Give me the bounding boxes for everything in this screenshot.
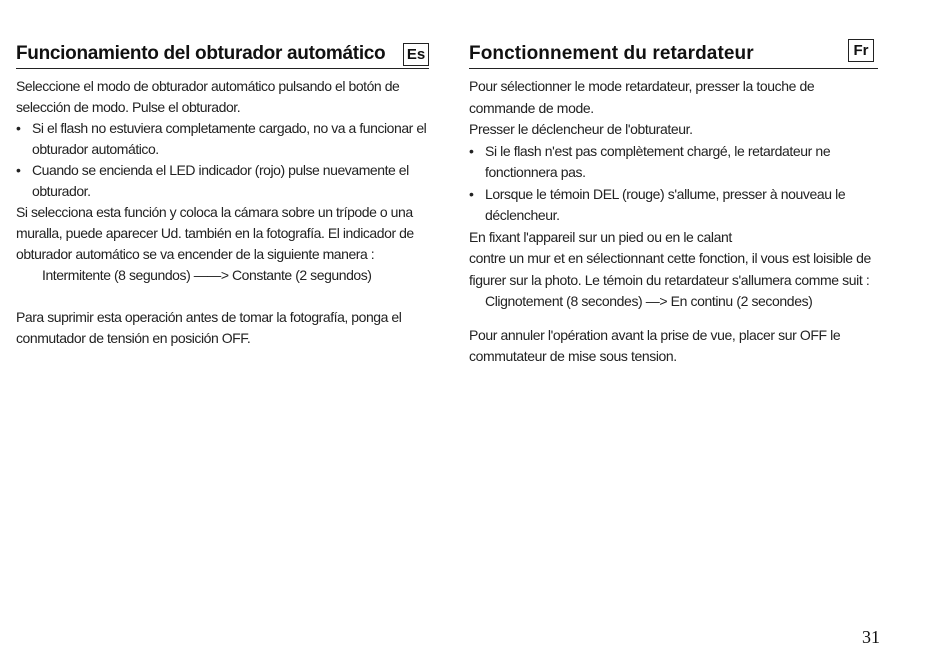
- spanish-body: [16, 76, 429, 349]
- french-section: [469, 30, 878, 368]
- french-cancel: Pour annuler l'opération avant la prise de vue, placer sur OFF le commutateur de mise sous tension.: [469, 326, 841, 364]
- spacer: [16, 286, 429, 307]
- french-body: [469, 76, 878, 368]
- french-bullet-text: Si le flash n'est pas complètement chargé, le retardateur ne fonctionnera pas.: [485, 142, 831, 180]
- french-note-line-1: En fixant l'appareil sur un pied ou en le calant: [469, 228, 732, 245]
- french-bullet-2: [469, 184, 878, 227]
- spanish-note: Si selecciona esta función y coloca la cámara sobre un trípode o una muralla, puede aparecer Ud. también en la fotografía. El indicador de obturador automático se va encender de la siguiente manera :: [16, 204, 414, 262]
- spacer: [469, 313, 878, 325]
- spanish-title: Funcionamiento del obturador automático: [16, 43, 386, 64]
- french-title: Fonctionnement du retardateur: [469, 43, 754, 64]
- spanish-bullet-1: [16, 118, 429, 160]
- french-bullet-text: Lorsque le témoin DEL (rouge) s'allume, presser à nouveau le déclencheur.: [485, 185, 846, 223]
- french-heading: [469, 30, 878, 69]
- spanish-intro: Seleccione el modo de obturador automático pulsando el botón de selección de modo. Pulse el obturador.: [16, 78, 400, 115]
- bullet-dot: •: [469, 142, 474, 159]
- spanish-language-tag: Es: [403, 43, 429, 66]
- spanish-cancel: Para suprimir esta operación antes de tomar la fotografía, ponga el conmutador de tensión en posición OFF.: [16, 309, 402, 346]
- spanish-bullet-2: [16, 160, 429, 202]
- french-bullet-1: [469, 141, 878, 184]
- french-sequence: Clignotement (8 secondes) —> En continu (2 secondes): [485, 293, 813, 309]
- spanish-bullet-text: Cuando se encienda el LED indicador (rojo) pulse nuevamente el obturador.: [32, 162, 409, 199]
- page-number: 31: [862, 627, 880, 647]
- bullet-dot: •: [16, 162, 21, 178]
- french-language-tag: Fr: [848, 39, 874, 62]
- bullet-dot: •: [16, 120, 21, 136]
- spanish-heading: [16, 30, 429, 69]
- spanish-sequence: Intermitente (8 segundos) ——> Constante (2 segundos): [42, 267, 372, 283]
- french-intro: Pour sélectionner le mode retardateur, presser la touche de commande de mode.: [469, 78, 815, 116]
- spanish-section: [16, 30, 429, 349]
- french-intro-2: Presser le déclencheur de l'obturateur.: [469, 121, 693, 137]
- bullet-dot: •: [469, 185, 474, 202]
- french-note: contre un mur et en sélectionnant cette fonction, il vous est loisible de figurer sur la photo. Le témoin du retardateur s'allumera comme suit :: [469, 250, 871, 288]
- spanish-bullet-text: Si el flash no estuviera completamente cargado, no va a funcionar el obturador automático.: [32, 120, 427, 157]
